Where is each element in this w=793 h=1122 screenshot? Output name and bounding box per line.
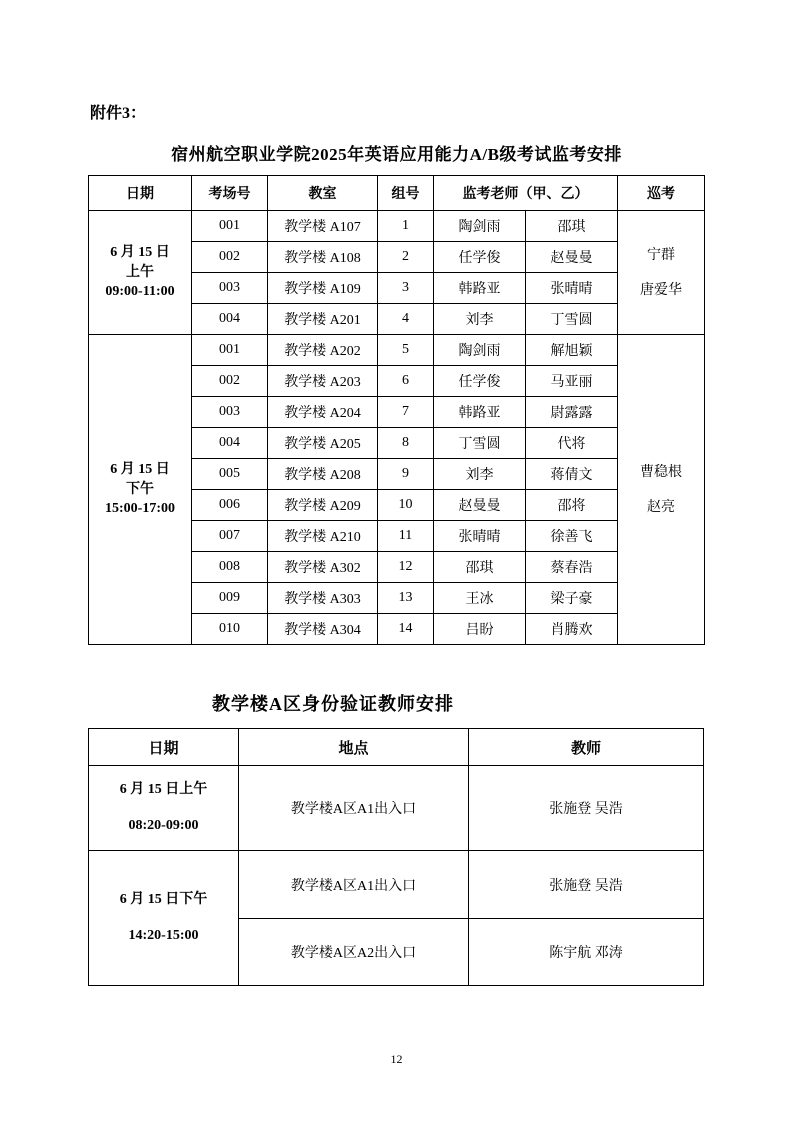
- exam-row: [89, 211, 705, 242]
- header-invigilators: 监考老师（甲、乙）: [434, 176, 618, 211]
- exam-table-body: [89, 211, 705, 645]
- classroom-cell: 教学楼 A205: [268, 428, 378, 459]
- room-no-cell: 002: [192, 242, 268, 273]
- teacher-a-cell: 赵曼曼: [434, 490, 526, 521]
- date-line: 15:00-17:00: [105, 501, 175, 517]
- patrol-cell: [618, 335, 705, 645]
- group-no-cell: 12: [378, 552, 434, 583]
- location-cell: 教学楼A区A1出入口: [239, 766, 469, 851]
- patrol-name: 赵亮: [647, 499, 675, 515]
- exam-table-title: 宿州航空职业学院2025年英语应用能力A/B级考试监考安排: [171, 145, 622, 164]
- header-group-no: 组号: [378, 176, 434, 211]
- group-no-cell: 14: [378, 614, 434, 645]
- classroom-cell: 教学楼 A209: [268, 490, 378, 521]
- teacher-a-cell: 韩路亚: [434, 397, 526, 428]
- classroom-cell: 教学楼 A109: [268, 273, 378, 304]
- patrol-cell: [618, 211, 705, 335]
- teacher-b-cell: 解旭颖: [526, 335, 618, 366]
- teacher-a-cell: 王冰: [434, 583, 526, 614]
- group-no-cell: 8: [378, 428, 434, 459]
- teacher-b-cell: 邵琪: [526, 211, 618, 242]
- date-line: 6 月 15 日: [110, 462, 170, 478]
- group-no-cell: 11: [378, 521, 434, 552]
- room-no-cell: 002: [192, 366, 268, 397]
- room-no-cell: 005: [192, 459, 268, 490]
- room-no-cell: 004: [192, 304, 268, 335]
- teacher-b-cell: 代将: [526, 428, 618, 459]
- teacher-a-cell: 陶剑雨: [434, 211, 526, 242]
- classroom-cell: 教学楼 A203: [268, 366, 378, 397]
- teacher-a-cell: 丁雪圆: [434, 428, 526, 459]
- exam-invigilation-table: [88, 175, 705, 645]
- group-no-cell: 13: [378, 583, 434, 614]
- date-line: 6 月 15 日: [110, 245, 170, 261]
- date-line: 08:20-09:00: [128, 818, 199, 833]
- group-no-cell: 1: [378, 211, 434, 242]
- header-patrol: 巡考: [618, 176, 705, 211]
- verify-table-body: [89, 766, 704, 986]
- classroom-cell: 教学楼 A303: [268, 583, 378, 614]
- room-no-cell: 007: [192, 521, 268, 552]
- patrol-name: 曹稳根: [640, 464, 682, 480]
- location-cell: 教学楼A区A2出入口: [239, 919, 469, 986]
- verify-date-cell: [89, 766, 239, 851]
- teacher-b-cell: 梁子豪: [526, 583, 618, 614]
- exam-date-cell: [89, 335, 192, 645]
- teacher-a-cell: 陶剑雨: [434, 335, 526, 366]
- exam-header-row: [89, 176, 705, 211]
- room-no-cell: 004: [192, 428, 268, 459]
- date-line: 14:20-15:00: [128, 928, 199, 943]
- teacher-a-cell: 邵琪: [434, 552, 526, 583]
- header-room-no: 考场号: [192, 176, 268, 211]
- date-line: 6 月 15 日上午: [119, 782, 208, 798]
- teacher-b-cell: 马亚丽: [526, 366, 618, 397]
- header-date: 日期: [89, 729, 239, 766]
- attachment-label: 附件3：: [90, 105, 147, 122]
- group-no-cell: 5: [378, 335, 434, 366]
- room-no-cell: 001: [192, 335, 268, 366]
- room-no-cell: 003: [192, 397, 268, 428]
- teacher-b-cell: 赵曼曼: [526, 242, 618, 273]
- header-location: 地点: [239, 729, 469, 766]
- classroom-cell: 教学楼 A201: [268, 304, 378, 335]
- exam-date-cell: [89, 211, 192, 335]
- group-no-cell: 9: [378, 459, 434, 490]
- identity-verification-table: [88, 728, 704, 986]
- group-no-cell: 6: [378, 366, 434, 397]
- teachers-cell: 陈宇航 邓涛: [469, 919, 704, 986]
- teacher-b-cell: 徐善飞: [526, 521, 618, 552]
- classroom-cell: 教学楼 A107: [268, 211, 378, 242]
- exam-table-header: [89, 176, 705, 211]
- teacher-b-cell: 张晴晴: [526, 273, 618, 304]
- classroom-cell: 教学楼 A210: [268, 521, 378, 552]
- teacher-a-cell: 任学俊: [434, 242, 526, 273]
- verify-row: [89, 766, 704, 851]
- teacher-b-cell: 尉露露: [526, 397, 618, 428]
- patrol-name: 唐爱华: [640, 282, 682, 298]
- location-cell: 教学楼A区A1出入口: [239, 851, 469, 919]
- teacher-b-cell: 丁雪圆: [526, 304, 618, 335]
- date-line: 6 月 15 日下午: [119, 892, 208, 908]
- teachers-cell: 张施登 吴浩: [469, 766, 704, 851]
- teacher-a-cell: 张晴晴: [434, 521, 526, 552]
- teacher-a-cell: 吕盼: [434, 614, 526, 645]
- date-line: 下午: [126, 481, 154, 497]
- teacher-a-cell: 刘李: [434, 304, 526, 335]
- teacher-a-cell: 任学俊: [434, 366, 526, 397]
- date-line: 上午: [126, 264, 154, 280]
- verify-header-row: [89, 729, 704, 766]
- verify-date-cell: [89, 851, 239, 986]
- header-classroom: 教室: [268, 176, 378, 211]
- room-no-cell: 010: [192, 614, 268, 645]
- date-line: 09:00-11:00: [105, 284, 175, 300]
- classroom-cell: 教学楼 A202: [268, 335, 378, 366]
- verify-row: [89, 851, 704, 919]
- header-teacher: 教师: [469, 729, 704, 766]
- group-no-cell: 7: [378, 397, 434, 428]
- teacher-a-cell: 刘李: [434, 459, 526, 490]
- group-no-cell: 2: [378, 242, 434, 273]
- teacher-b-cell: 蔡春浩: [526, 552, 618, 583]
- group-no-cell: 4: [378, 304, 434, 335]
- classroom-cell: 教学楼 A302: [268, 552, 378, 583]
- room-no-cell: 003: [192, 273, 268, 304]
- teachers-cell: 张施登 吴浩: [469, 851, 704, 919]
- verify-table-title: 教学楼A区身份验证教师安排: [212, 694, 454, 714]
- header-date: 日期: [89, 176, 192, 211]
- room-no-cell: 001: [192, 211, 268, 242]
- classroom-cell: 教学楼 A204: [268, 397, 378, 428]
- page-number: 12: [390, 1052, 403, 1066]
- teacher-b-cell: 肖腾欢: [526, 614, 618, 645]
- group-no-cell: 3: [378, 273, 434, 304]
- teacher-b-cell: 邵将: [526, 490, 618, 521]
- classroom-cell: 教学楼 A304: [268, 614, 378, 645]
- teacher-b-cell: 蒋倩文: [526, 459, 618, 490]
- group-no-cell: 10: [378, 490, 434, 521]
- room-no-cell: 009: [192, 583, 268, 614]
- teacher-a-cell: 韩路亚: [434, 273, 526, 304]
- verify-table-header: [89, 729, 704, 766]
- room-no-cell: 008: [192, 552, 268, 583]
- classroom-cell: 教学楼 A108: [268, 242, 378, 273]
- classroom-cell: 教学楼 A208: [268, 459, 378, 490]
- patrol-name: 宁群: [647, 247, 675, 263]
- exam-row: [89, 335, 705, 366]
- room-no-cell: 006: [192, 490, 268, 521]
